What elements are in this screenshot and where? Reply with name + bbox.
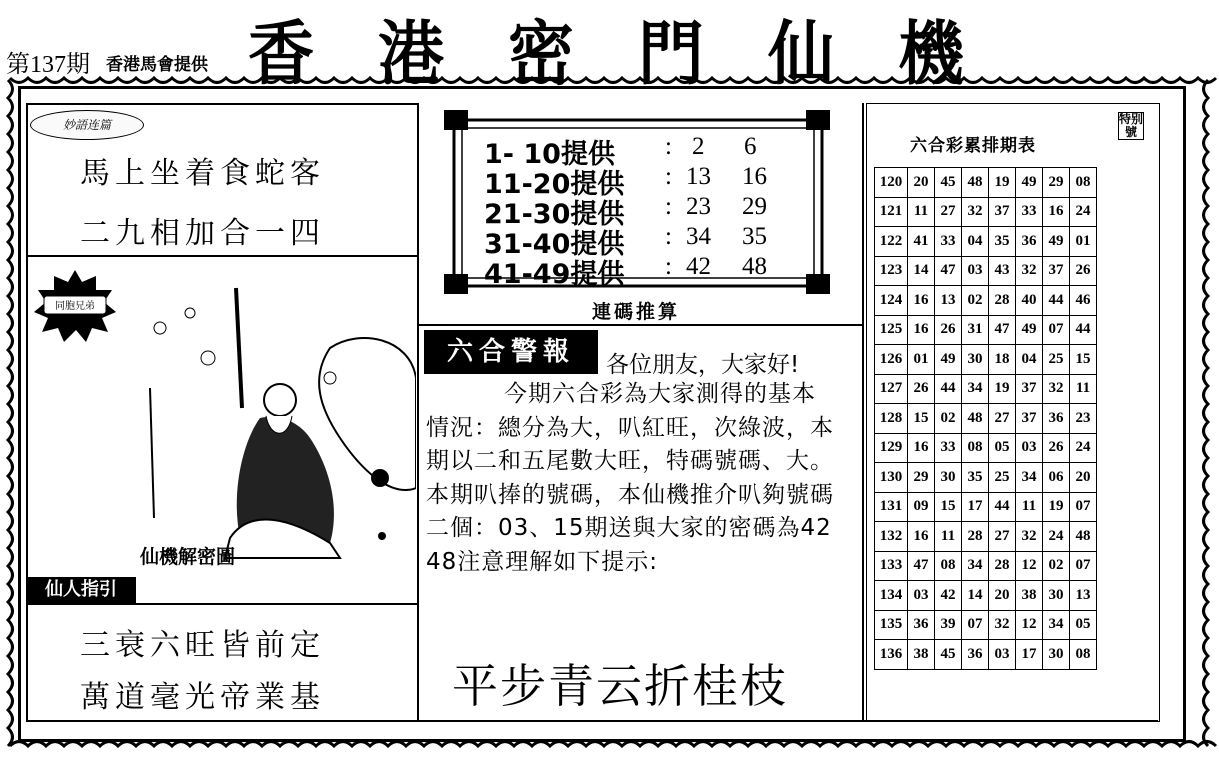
number-cell: 09 [908,492,935,522]
range-label: 31-40提供 [484,229,625,260]
left-divider-2 [26,603,417,605]
number-cell: 44 [935,374,962,404]
period-cell: 130 [875,463,908,493]
number-cell: 37 [1043,256,1070,286]
table-row [875,433,1097,463]
middle-divider [419,324,862,326]
range-label: 11-20提供 [484,169,625,200]
number-cell: 17 [1016,640,1043,670]
left-top-rule [26,103,417,105]
number-cell: 41 [908,227,935,257]
number-cell: 14 [908,256,935,286]
number-cell: 47 [908,551,935,581]
number-cell: 07 [962,610,989,640]
number-cell: 45 [935,640,962,670]
number-cell: 36 [908,610,935,640]
range-value-a: 34 [686,223,711,250]
number-cell: 01 [1070,227,1097,257]
number-cell: 05 [989,433,1016,463]
number-cell: 32 [989,610,1016,640]
number-cell: 03 [1016,433,1043,463]
number-cell: 16 [908,286,935,316]
number-cell: 30 [1043,581,1070,611]
table-row [875,522,1097,552]
period-cell: 133 [875,551,908,581]
number-cell: 34 [1016,463,1043,493]
table-row [875,463,1097,493]
badge: 妙語连篇 [30,110,144,140]
number-cell: 20 [908,168,935,198]
table-title: 六合彩累排期表 [910,136,1036,156]
period-cell: 124 [875,286,908,316]
number-cell: 03 [989,640,1016,670]
calc-label: 連碼推算 [592,301,681,323]
history-table [874,167,1097,670]
number-cell: 38 [1016,581,1043,611]
number-cell: 19 [989,168,1016,198]
number-cell: 12 [1016,610,1043,640]
number-cell: 43 [989,256,1016,286]
range-value-b: 29 [742,193,767,220]
number-cell: 34 [962,551,989,581]
range-colon: : [665,253,672,280]
number-cell: 33 [935,227,962,257]
range-value-a: 42 [686,253,711,280]
guide-label: 仙人指引 [26,577,136,603]
number-cell: 17 [962,492,989,522]
special-number-label: 特别號 [1119,112,1144,139]
number-cell: 02 [935,404,962,434]
poem-top-line-1: 馬上坐着食蛇客 [80,156,325,191]
number-cell: 47 [989,315,1016,345]
number-cell: 48 [962,168,989,198]
period-cell: 129 [875,433,908,463]
table-row [875,551,1097,581]
period-cell: 128 [875,404,908,434]
number-cell: 08 [1070,640,1097,670]
number-cell: 11 [1016,492,1043,522]
table-row [875,404,1097,434]
number-cell: 46 [1070,286,1097,316]
number-cell: 15 [1070,345,1097,375]
range-value-b: 35 [742,223,767,250]
number-cell: 07 [1070,551,1097,581]
number-cell: 44 [1070,315,1097,345]
period-cell: 122 [875,227,908,257]
number-cell: 24 [1070,197,1097,227]
range-value-a: 23 [686,193,711,220]
number-cell: 28 [989,551,1016,581]
number-cell: 29 [908,463,935,493]
range-colon: : [665,223,672,250]
number-cell: 37 [1016,404,1043,434]
number-cell: 49 [1016,315,1043,345]
left-edge-rule [26,103,28,720]
alert-body: 今期六合彩為大家測得的基本情況：總分為大，叭紅旺，次綠波，本期以二和五尾數大旺，特碼號碼、大。本期叭捧的號碼，本仙機推介叭夠號碼二個：03、15期送與大家的密碼為42 48注意理解如下提示: [426,381,834,575]
picture-caption: 仙機解密圖 [140,546,236,568]
range-label: 41-49提供 [484,259,625,290]
number-cell: 32 [962,197,989,227]
number-cell: 40 [1016,286,1043,316]
number-cell: 26 [908,374,935,404]
number-cell: 19 [1043,492,1070,522]
table-row [875,256,1097,286]
table-row [875,581,1097,611]
number-cell: 31 [962,315,989,345]
poem-top-line-2: 二九相加合一四 [80,216,325,251]
number-cell: 45 [935,168,962,198]
number-cell: 23 [1070,404,1097,434]
number-cell: 25 [989,463,1016,493]
range-value-a: 13 [686,163,711,190]
divider-left [417,103,419,720]
period-cell: 132 [875,522,908,552]
number-cell: 26 [1043,433,1070,463]
number-cell: 34 [1043,610,1070,640]
number-cell: 06 [1043,463,1070,493]
number-cell: 30 [1043,640,1070,670]
table-row [875,197,1097,227]
number-cell: 47 [935,256,962,286]
number-cell: 33 [935,433,962,463]
number-cell: 37 [1016,374,1043,404]
number-cell: 30 [935,463,962,493]
range-value-b: 16 [742,163,767,190]
number-cell: 32 [1043,374,1070,404]
number-cell: 03 [962,256,989,286]
number-cell: 27 [989,522,1016,552]
number-cell: 35 [962,463,989,493]
number-cell: 32 [1016,256,1043,286]
range-value-b: 48 [742,253,767,280]
number-cell: 16 [908,522,935,552]
number-cell: 11 [908,197,935,227]
number-cell: 37 [989,197,1016,227]
number-cell: 38 [908,640,935,670]
number-cell: 35 [989,227,1016,257]
number-cell: 20 [989,581,1016,611]
period-cell: 131 [875,492,908,522]
range-value-b: 6 [744,133,757,160]
number-cell: 08 [962,433,989,463]
number-cell: 13 [935,286,962,316]
alert-label: 六合警報 [424,330,598,374]
page-title: 香港密門仙機 [248,13,1028,95]
number-cell: 01 [908,345,935,375]
number-cell: 36 [962,640,989,670]
number-cell: 29 [1043,168,1070,198]
period-cell: 120 [875,168,908,198]
poem-bottom-line-2: 萬道毫光帝業基 [80,680,325,715]
table-row [875,227,1097,257]
table-row [875,640,1097,670]
number-cell: 24 [1070,433,1097,463]
number-cell: 27 [989,404,1016,434]
number-cell: 02 [962,286,989,316]
number-cell: 20 [1070,463,1097,493]
period-cell: 125 [875,315,908,345]
number-cell: 28 [962,522,989,552]
provider-label: 香港馬會提供 [106,55,208,75]
number-cell: 44 [1043,286,1070,316]
table-row [875,286,1097,316]
number-cell: 16 [908,433,935,463]
number-cell: 33 [1016,197,1043,227]
number-cell: 49 [1016,168,1043,198]
sage-illustration-icon [30,258,416,568]
number-cell: 49 [935,345,962,375]
number-cell: 16 [1043,197,1070,227]
number-cell: 12 [1016,551,1043,581]
number-cell: 24 [1043,522,1070,552]
alert-greeting: 各位朋友，大家好! [606,352,800,378]
number-cell: 39 [935,610,962,640]
table-row [875,345,1097,375]
number-cell: 48 [1070,522,1097,552]
table-row [875,315,1097,345]
number-cell: 28 [989,286,1016,316]
number-cell: 04 [962,227,989,257]
range-label: 21-30提供 [484,199,625,230]
number-cell: 25 [1043,345,1070,375]
table-row [875,168,1097,198]
period-cell: 126 [875,345,908,375]
bottom-poem: 平步青云折桂枝 [452,659,788,713]
svg-text:同胞兄弟: 同胞兄弟 [55,301,95,312]
issue-number: 第137期 [6,52,90,78]
number-cell: 30 [962,345,989,375]
period-cell: 127 [875,374,908,404]
number-cell: 49 [1043,227,1070,257]
period-cell: 134 [875,581,908,611]
number-cell: 11 [935,522,962,552]
number-cell: 15 [908,404,935,434]
number-cell: 44 [989,492,1016,522]
period-cell: 123 [875,256,908,286]
period-cell: 136 [875,640,908,670]
number-cell: 26 [1070,256,1097,286]
table-row [875,610,1097,640]
number-cell: 26 [935,315,962,345]
divider-right [862,103,864,720]
number-cell: 19 [989,374,1016,404]
number-cell: 02 [1043,551,1070,581]
number-cell: 11 [1070,374,1097,404]
number-cell: 36 [1043,404,1070,434]
number-cell: 08 [1070,168,1097,198]
number-cell: 16 [908,315,935,345]
left-divider-1 [26,255,417,257]
range-value-a: 2 [692,133,705,160]
number-cell: 13 [1070,581,1097,611]
period-cell: 121 [875,197,908,227]
number-cell: 34 [962,374,989,404]
number-cell: 15 [935,492,962,522]
range-colon: : [665,163,672,190]
range-label: 1- 10提供 [484,139,615,170]
range-row-5 [484,252,624,291]
number-cell: 48 [962,404,989,434]
number-cell: 14 [962,581,989,611]
number-cell: 05 [1070,610,1097,640]
period-cell: 135 [875,610,908,640]
number-cell: 03 [908,581,935,611]
number-cell: 27 [935,197,962,227]
number-cell: 32 [1016,522,1043,552]
number-cell: 42 [935,581,962,611]
range-colon: : [665,193,672,220]
table-row [875,492,1097,522]
number-cell: 07 [1070,492,1097,522]
number-cell: 18 [989,345,1016,375]
number-cell: 04 [1016,345,1043,375]
table-row [875,374,1097,404]
range-colon: : [665,133,672,160]
poem-bottom-line-1: 三衰六旺皆前定 [80,628,325,663]
number-cell: 07 [1043,315,1070,345]
number-cell: 36 [1016,227,1043,257]
number-cell: 08 [935,551,962,581]
